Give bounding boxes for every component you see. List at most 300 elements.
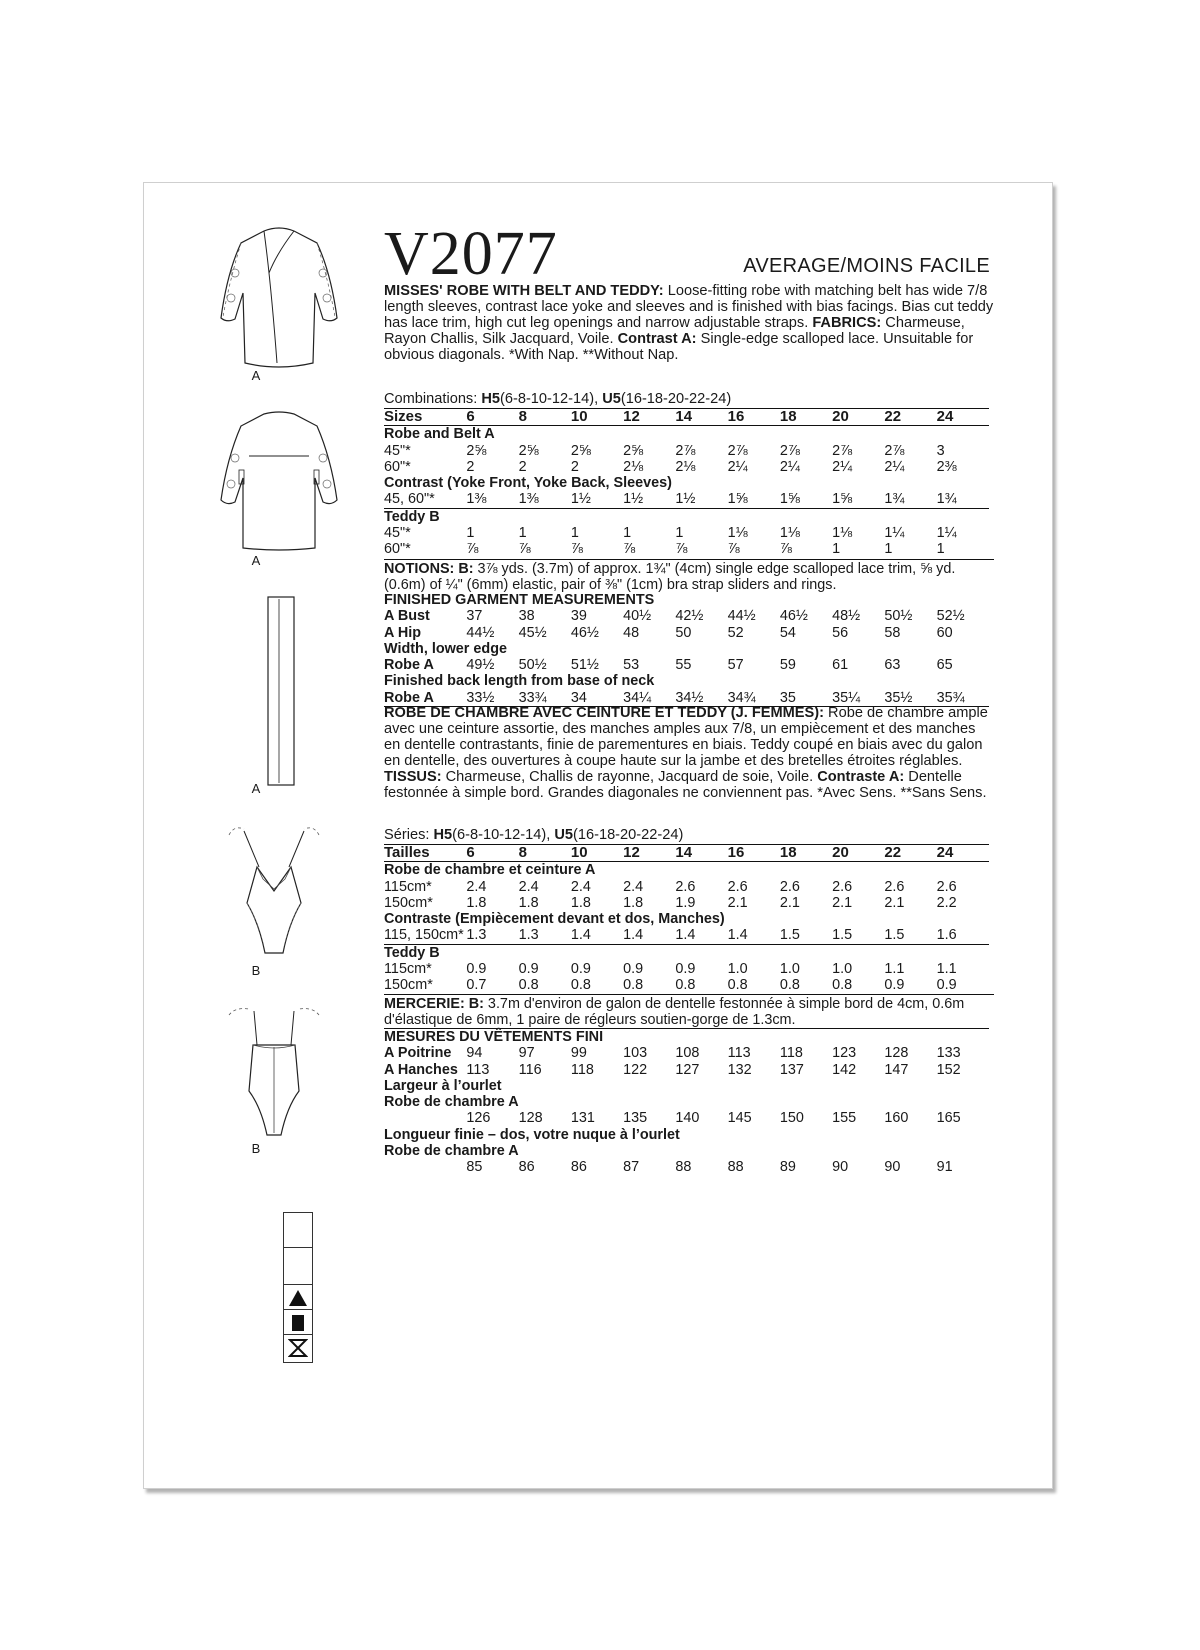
teddy-en-section-title: Teddy B (384, 508, 989, 525)
hip-fr-cell: 147 (884, 1061, 909, 1078)
teddy-fr-label: 115cm* (384, 961, 432, 978)
length-robe-fr-cell: 86 (518, 1159, 535, 1176)
notions-label-fr: MERCERIE: B: (384, 996, 484, 1012)
length-robe-fr-cell: 90 (884, 1159, 901, 1176)
notions-body-en: 3⅞ yds. (3.7m) of approx. 1¾" (4cm) single edge scalloped lace trim, ⅝ yd. (0.6m) of ¼" (6mm) elastic, pair of ⅜" (1cm) bra strap sliders and rings. (384, 561, 956, 593)
width-robe-en-cell: 51½ (570, 657, 599, 674)
hip-fr-cell: 118 (570, 1061, 594, 1078)
length-robe-fr-cell: 85 (466, 1159, 483, 1176)
length-robe-en-cell: 33½ (466, 689, 495, 706)
length-robe-en-cell: 35¼ (832, 689, 861, 706)
teddy-en-row (384, 541, 989, 557)
size-en: 16 (728, 409, 780, 426)
hip-fr-cell: 122 (623, 1061, 648, 1078)
robe-belt-fr-cell: 2.1 (727, 894, 748, 911)
yardage-table-en (384, 408, 989, 558)
pattern-number: V2077 (384, 220, 558, 288)
contrast-fr-label: 115, 150cm* (384, 927, 464, 944)
teddy-fr-cell: 0.9 (936, 977, 957, 994)
bust-en-cell: 38 (518, 608, 535, 625)
teddy-en-cell: ⅞ (518, 541, 531, 558)
combo-label-en: Combinations: (384, 391, 482, 407)
length-robe-fr-cell: 89 (779, 1159, 796, 1176)
robe-belt-en-row (384, 459, 989, 475)
contrast-en-section-title: Contrast (Yoke Front, Yoke Back, Sleeves) (384, 475, 672, 492)
combo-h5-sizes-fr: (6-8-10-12-14), (452, 827, 555, 843)
finished-title-fr: MESURES DU VÊTEMENTS FINI (384, 1029, 989, 1046)
length-robe-en-cell: 35½ (884, 689, 913, 706)
finished-title-en-section (384, 592, 989, 608)
bust-fr-cell: 103 (623, 1045, 648, 1062)
robe-belt-fr-cell: 2.6 (832, 878, 853, 895)
size-fr: 12 (623, 845, 675, 862)
teddy-en-cell: 1⅛ (727, 525, 748, 542)
teddy-en-cell: 1¼ (884, 525, 905, 542)
width-title-fr-section-title: Largeur à l’ourlet (384, 1077, 502, 1094)
robe-belt-fr-cell: 1.9 (675, 894, 696, 911)
width-robe-en-cell: 63 (884, 657, 901, 674)
teddy-fr-label: 150cm* (384, 977, 433, 994)
size-fr: 14 (675, 845, 727, 862)
teddy-fr-section (384, 944, 989, 961)
hip-en-cell: 56 (832, 624, 849, 641)
size-fr: 10 (571, 845, 623, 862)
robe-belt-fr-section-title: Robe de chambre et ceinture A (384, 862, 596, 879)
notions-body-fr: 3.7m d'environ de galon de dentelle festonnée à simple bord de 4cm, 0.6m d'élastique de 6mm, 1 paire de régleurs soutien-gorge de 1.3cm. (384, 996, 965, 1028)
contrast-fr-section (384, 911, 989, 927)
teddy-fr-cell: 0.8 (518, 977, 539, 994)
width-robe-en-cell: 55 (675, 657, 692, 674)
width-robe-en-cell: 50½ (518, 657, 547, 674)
contrast-en-cell: 1⅝ (779, 491, 800, 508)
robe-belt-fr-cell: 1.8 (518, 894, 539, 911)
teddy-fr-cell: 0.8 (832, 977, 853, 994)
robe-belt-en-cell: 2⅛ (675, 458, 696, 475)
robe-belt-fr-section (384, 862, 989, 879)
robe-belt-fr-cell: 2.1 (884, 894, 905, 911)
bust-en-label: A Bust (384, 608, 430, 625)
contrast-fr-cell: 1.6 (936, 927, 957, 944)
bust-en-cell: 37 (466, 608, 483, 625)
hip-fr-cell: 152 (936, 1061, 961, 1078)
combo-u5-en: U5 (602, 391, 621, 407)
size-en: 10 (571, 409, 623, 426)
hip-en-cell: 52 (727, 624, 744, 641)
hourglass-icon (288, 1338, 308, 1358)
robe-belt-en-cell: 2⅝ (466, 442, 487, 459)
size-en: 20 (832, 409, 884, 426)
desc-body-en: Loose-fitting robe with matching belt has wide 7/8 length sleeves, contrast lace yoke and sleeves and is finished with bias facings. Bias cut teddy has lace trim, high cut leg openings and narrow adjustable straps. (384, 283, 994, 331)
contrast-en-cell: 1½ (570, 491, 591, 508)
length-robe-en-cell: 34½ (675, 689, 704, 706)
size-fr: 16 (728, 845, 780, 862)
length-robe-fr-cell: 88 (675, 1159, 692, 1176)
width-robe-en-cell: 53 (623, 657, 640, 674)
bust-en-cell: 50½ (884, 608, 913, 625)
teddy-fr-cell: 0.8 (623, 977, 644, 994)
length-robe-en-cell: 35 (779, 689, 796, 706)
teddy-fr-cell: 0.8 (570, 977, 591, 994)
robe-belt-en-cell: 2⅜ (936, 458, 957, 475)
size-fr: 20 (832, 845, 884, 862)
hip-en-row (384, 625, 989, 641)
notions-fr (384, 994, 994, 1028)
robe-belt-fr-cell: 1.8 (466, 894, 487, 911)
notions-label-en: NOTIONS: B: (384, 561, 474, 577)
width-robe-en-cell: 61 (832, 657, 849, 674)
figure-label-teddy-b: B (251, 963, 261, 978)
width-robe-fr-cell: 150 (779, 1110, 804, 1127)
bust-fr-label: A Poitrine (384, 1045, 452, 1062)
bust-en-cell: 40½ (623, 608, 652, 625)
length-robe-en-cell: 35¾ (936, 689, 965, 706)
contrast-fr-row (384, 927, 989, 944)
robe-belt-en-cell: 2¼ (727, 458, 748, 475)
teddy-fr-cell: 0.8 (675, 977, 696, 994)
contrast-fr-section-title: Contraste (Empiècement devant et dos, Manches) (384, 911, 725, 928)
teddy-fr-section-title: Teddy B (384, 944, 989, 961)
width-robe-fr-cell: 131 (570, 1110, 595, 1127)
width-robe-fr-cell: 140 (675, 1110, 700, 1127)
length-robe-fr-row (384, 1159, 989, 1175)
contrast-fr-cell: 1.5 (832, 927, 853, 944)
fabrics-body-en: Charmeuse, Rayon Challis, Silk Jacquard, Voile. (384, 315, 965, 347)
bust-fr-cell: 108 (675, 1045, 700, 1062)
figure-label-robe-a: A (251, 368, 261, 383)
combinations-fr (384, 827, 683, 843)
length-robe-fr-cell: 91 (936, 1159, 953, 1176)
width-robe-fr-cell: 155 (832, 1110, 857, 1127)
contrast-en-cell: 1⅝ (832, 491, 853, 508)
robe-belt-en-cell: 3 (936, 442, 945, 459)
bust-fr-cell: 97 (518, 1045, 535, 1062)
robe-back-drawing (219, 408, 339, 558)
hip-fr-cell: 142 (832, 1061, 857, 1078)
width-robe-fr-cell: 165 (936, 1110, 961, 1127)
length-title-fr-section (384, 1127, 989, 1143)
robe-belt-en-cell: 2⅞ (832, 442, 853, 459)
width-robe-title-fr-section-title: Robe de chambre A (384, 1094, 519, 1111)
bust-en-cell: 44½ (727, 608, 756, 625)
robe-belt-en-label: 60"* (384, 458, 411, 475)
contrast-en-section (384, 475, 989, 491)
width-robe-fr-cell: 135 (623, 1110, 648, 1127)
teddy-fr-row (384, 977, 989, 993)
teddy-en-cell: 1⅛ (832, 525, 853, 542)
robe-belt-en-cell: 2⅝ (518, 442, 539, 459)
robe-belt-fr-cell: 2.6 (779, 878, 800, 895)
width-title-en-section (384, 641, 989, 657)
robe-belt-en-row (384, 443, 989, 459)
robe-belt-en-cell: 2⅞ (727, 442, 748, 459)
teddy-fr-cell: 1.0 (832, 961, 853, 978)
description-fr (384, 705, 994, 801)
robe-belt-en-cell: 2⅝ (570, 442, 591, 459)
teddy-en-label: 60"* (384, 541, 411, 558)
combo-h5-fr: H5 (433, 827, 453, 843)
teddy-fr-cell: 0.9 (518, 961, 539, 978)
contrast-en-row (384, 491, 989, 508)
width-robe-en-cell: 59 (779, 657, 796, 674)
length-title-en-section (384, 673, 989, 689)
contrast-en-cell: 1¾ (936, 491, 957, 508)
bust-en-row (384, 608, 989, 624)
figure-label-belt-a: A (251, 781, 261, 796)
pattern-envelope-back (143, 182, 1053, 1489)
contrast-en-label: 45, 60"* (384, 491, 435, 508)
bust-fr-cell: 123 (832, 1045, 857, 1062)
teddy-en-cell: ⅞ (623, 541, 636, 558)
teddy-en-cell: ⅞ (570, 541, 583, 558)
width-robe-fr-cell: 128 (518, 1110, 543, 1127)
width-title-en-section-title: Width, lower edge (384, 640, 507, 657)
hip-fr-cell: 132 (727, 1061, 752, 1078)
sizes-header-fr (384, 845, 989, 862)
robe-belt-en-section-title: Robe and Belt A (384, 426, 495, 443)
contrast-body-fr: Dentelle festonnée à simple bord. Grandes diagonales ne conviennent pas. *Avec Sens. **Sans Sens. (384, 769, 987, 801)
length-title-fr-section-title: Longueur finie – dos, votre nuque à l’ourlet (384, 1126, 680, 1143)
bust-fr-cell: 133 (936, 1045, 961, 1062)
length-robe-en-cell: 34¾ (727, 689, 756, 706)
hip-en-cell: 60 (936, 624, 953, 641)
hip-en-cell: 50 (675, 624, 692, 641)
bust-fr-cell: 113 (727, 1045, 751, 1062)
teddy-fr-cell: 0.9 (884, 977, 905, 994)
finished-title-en-section-title: FINISHED GARMENT MEASUREMENTS (384, 592, 655, 608)
robe-belt-fr-label: 150cm* (384, 894, 433, 911)
contrast-fr-cell: 1.4 (675, 927, 696, 944)
desc-title-fr: ROBE DE CHAMBRE AVEC CEINTURE ET TEDDY (J. FEMMES): (384, 705, 824, 721)
bust-fr-cell: 99 (570, 1045, 587, 1062)
width-robe-fr-row (384, 1110, 989, 1126)
robe-belt-fr-cell: 2.6 (884, 878, 905, 895)
teddy-fr-cell: 1.1 (936, 961, 957, 978)
length-robe-fr-cell: 86 (570, 1159, 587, 1176)
size-en: 18 (780, 409, 832, 426)
robe-belt-fr-cell: 2.4 (466, 878, 487, 895)
teddy-fr-cell: 0.9 (466, 961, 487, 978)
contrast-en-cell: 1¾ (884, 491, 905, 508)
width-robe-en-cell: 57 (727, 657, 744, 674)
contrast-en-cell: 1½ (623, 491, 644, 508)
combo-u5-fr: U5 (554, 827, 573, 843)
contrast-label-en: Contrast A: (617, 331, 697, 347)
width-robe-fr-cell: 126 (466, 1110, 491, 1127)
teddy-en-cell: 1 (466, 525, 475, 542)
desc-title-en: MISSES' ROBE WITH BELT AND TEDDY: (384, 283, 664, 299)
hip-fr-row (384, 1062, 989, 1078)
bust-fr-cell: 128 (884, 1045, 909, 1062)
combo-h5-en: H5 (481, 391, 500, 407)
length-title-en-section-title: Finished back length from base of neck (384, 673, 655, 690)
size-fr: 18 (780, 845, 832, 862)
width-title-fr-section (384, 1078, 989, 1094)
size-en: 6 (466, 409, 518, 426)
length-robe-title-fr-section (384, 1143, 989, 1159)
bust-fr-row (384, 1045, 989, 1061)
description-en (384, 283, 994, 363)
teddy-en-cell: 1 (675, 525, 684, 542)
fabrics-label-fr: TISSUS: (384, 769, 442, 785)
combinations-en (384, 391, 731, 407)
robe-belt-en-label: 45"* (384, 442, 411, 459)
teddy-fr-cell: 0.8 (779, 977, 800, 994)
teddy-en-row (384, 525, 989, 541)
width-robe-fr-cell: 160 (884, 1110, 909, 1127)
teddy-fr-cell: 0.9 (623, 961, 644, 978)
length-robe-en-label: Robe A (384, 689, 434, 706)
hip-en-cell: 46½ (570, 624, 599, 641)
sizes-label-fr: Tailles (384, 845, 466, 862)
size-symbol-box (283, 1212, 313, 1363)
robe-belt-en-cell: 2⅞ (779, 442, 800, 459)
width-robe-en-cell: 65 (936, 657, 953, 674)
robe-belt-fr-cell: 2.2 (936, 894, 957, 911)
contrast-en-cell: 1⅜ (518, 491, 539, 508)
robe-belt-fr-cell: 2.1 (832, 894, 853, 911)
teddy-en-cell: 1⅛ (779, 525, 800, 542)
figure-label-teddy-b-back: B (251, 1141, 261, 1156)
difficulty-level: AVERAGE/MOINS FACILE (743, 255, 990, 277)
hip-en-cell: 48 (623, 624, 640, 641)
teddy-en-cell: 1 (832, 541, 841, 558)
contrast-body-en: Single-edge scalloped lace. Unsuitable for obvious diagonals. *With Nap. **Without Nap. (384, 331, 974, 363)
robe-belt-fr-cell: 2.1 (779, 894, 800, 911)
robe-belt-en-cell: 2 (570, 458, 579, 475)
contrast-en-cell: 1½ (675, 491, 696, 508)
robe-belt-fr-row (384, 895, 989, 911)
finished-measurements-en (384, 592, 989, 707)
teddy-fr-cell: 0.9 (570, 961, 591, 978)
contrast-en-cell: 1⅜ (466, 491, 487, 508)
contrast-fr-cell: 1.5 (779, 927, 800, 944)
size-fr: 22 (884, 845, 936, 862)
combo-u5-sizes-en: (16-18-20-22-24) (620, 391, 732, 407)
robe-belt-fr-cell: 2.6 (727, 878, 748, 895)
contrast-en-cell: 1⅝ (727, 491, 748, 508)
teddy-en-cell: 1 (884, 541, 893, 558)
width-robe-en-label: Robe A (384, 657, 434, 674)
finished-title-fr-row (384, 1029, 989, 1046)
robe-belt-fr-row (384, 879, 989, 895)
robe-belt-en-cell: 2¼ (832, 458, 853, 475)
size-fr: 24 (937, 845, 989, 862)
figure-label-robe-a-back: A (251, 553, 261, 568)
width-robe-fr-cell: 145 (727, 1110, 752, 1127)
length-robe-fr-cell: 87 (623, 1159, 640, 1176)
square-icon (288, 1313, 308, 1333)
robe-belt-en-cell: 2⅛ (623, 458, 644, 475)
triangle-icon (288, 1288, 308, 1308)
robe-belt-fr-cell: 2.6 (936, 878, 957, 895)
teddy-fr-cell: 0.7 (466, 977, 487, 994)
belt-drawing (262, 595, 302, 790)
teddy-en-cell: 1¼ (936, 525, 957, 542)
teddy-en-cell: ⅞ (675, 541, 688, 558)
fabrics-body-fr: Charmeuse, Challis de rayonne, Jacquard de soie, Voile. (441, 769, 818, 785)
contrast-fr-cell: 1.4 (727, 927, 748, 944)
bust-fr-cell: 94 (466, 1045, 483, 1062)
robe-belt-fr-cell: 1.8 (623, 894, 644, 911)
teddy-fr-cell: 1.0 (779, 961, 800, 978)
robe-belt-en-cell: 2⅝ (623, 442, 644, 459)
finished-measurements-fr (384, 1028, 989, 1176)
teddy-fr-cell: 0.9 (675, 961, 696, 978)
contrast-fr-cell: 1.4 (570, 927, 591, 944)
sizes-header-en (384, 409, 989, 426)
hip-fr-cell: 113 (466, 1061, 490, 1078)
teddy-fr-cell: 1.1 (884, 961, 905, 978)
contrast-label-fr: Contraste A: (817, 769, 905, 785)
bust-en-cell: 52½ (936, 608, 965, 625)
bust-en-cell: 48½ (832, 608, 861, 625)
combo-u5-sizes-fr: (16-18-20-22-24) (573, 827, 684, 843)
bust-fr-cell: 118 (779, 1045, 803, 1062)
hip-fr-cell: 137 (779, 1061, 804, 1078)
robe-belt-fr-cell: 1.8 (570, 894, 591, 911)
contrast-fr-cell: 1.3 (466, 927, 487, 944)
robe-belt-fr-cell: 2.4 (623, 878, 644, 895)
hip-en-cell: 58 (884, 624, 901, 641)
notions-en (384, 559, 994, 593)
robe-belt-en-section (384, 426, 989, 443)
size-en: 22 (884, 409, 936, 426)
robe-belt-en-cell: 2 (518, 458, 527, 475)
size-en: 12 (623, 409, 675, 426)
teddy-front-drawing (219, 823, 329, 968)
robe-belt-en-cell: 2¼ (884, 458, 905, 475)
yardage-table-fr (384, 844, 989, 994)
robe-belt-en-cell: 2¼ (779, 458, 800, 475)
bust-en-cell: 42½ (675, 608, 704, 625)
teddy-fr-cell: 1.0 (727, 961, 748, 978)
size-en: 24 (937, 409, 989, 426)
robe-belt-en-cell: 2⅞ (884, 442, 905, 459)
length-robe-en-cell: 34 (570, 689, 587, 706)
teddy-fr-row (384, 961, 989, 977)
teddy-en-label: 45"* (384, 525, 411, 542)
size-en: 8 (519, 409, 571, 426)
teddy-en-cell: ⅞ (466, 541, 479, 558)
teddy-en-cell: 1 (518, 525, 527, 542)
teddy-en-section (384, 508, 989, 525)
hip-en-label: A Hip (384, 624, 422, 641)
length-robe-fr-cell: 90 (832, 1159, 849, 1176)
teddy-back-drawing (219, 1005, 329, 1150)
length-robe-fr-label (384, 1159, 466, 1175)
width-robe-title-fr-section (384, 1094, 989, 1110)
teddy-en-cell: ⅞ (727, 541, 740, 558)
sizes-label-en: Sizes (384, 409, 466, 426)
hip-fr-cell: 116 (518, 1061, 542, 1078)
hip-en-cell: 54 (779, 624, 796, 641)
length-robe-en-cell: 33¾ (518, 689, 547, 706)
robe-front-drawing (219, 223, 339, 373)
robe-belt-fr-cell: 2.4 (570, 878, 591, 895)
size-fr: 8 (519, 845, 571, 862)
teddy-en-cell: ⅞ (779, 541, 792, 558)
robe-belt-fr-label: 115cm* (384, 878, 432, 895)
hip-en-cell: 44½ (466, 624, 495, 641)
teddy-en-cell: 1 (936, 541, 945, 558)
length-robe-title-fr-section-title: Robe de chambre A (384, 1143, 519, 1160)
robe-belt-fr-cell: 2.4 (518, 878, 539, 895)
combo-h5-sizes-en: (6-8-10-12-14), (500, 391, 603, 407)
width-robe-en-cell: 49½ (466, 657, 495, 674)
hip-en-cell: 45½ (518, 624, 547, 641)
teddy-fr-cell: 0.8 (727, 977, 748, 994)
robe-belt-fr-cell: 2.6 (675, 878, 696, 895)
